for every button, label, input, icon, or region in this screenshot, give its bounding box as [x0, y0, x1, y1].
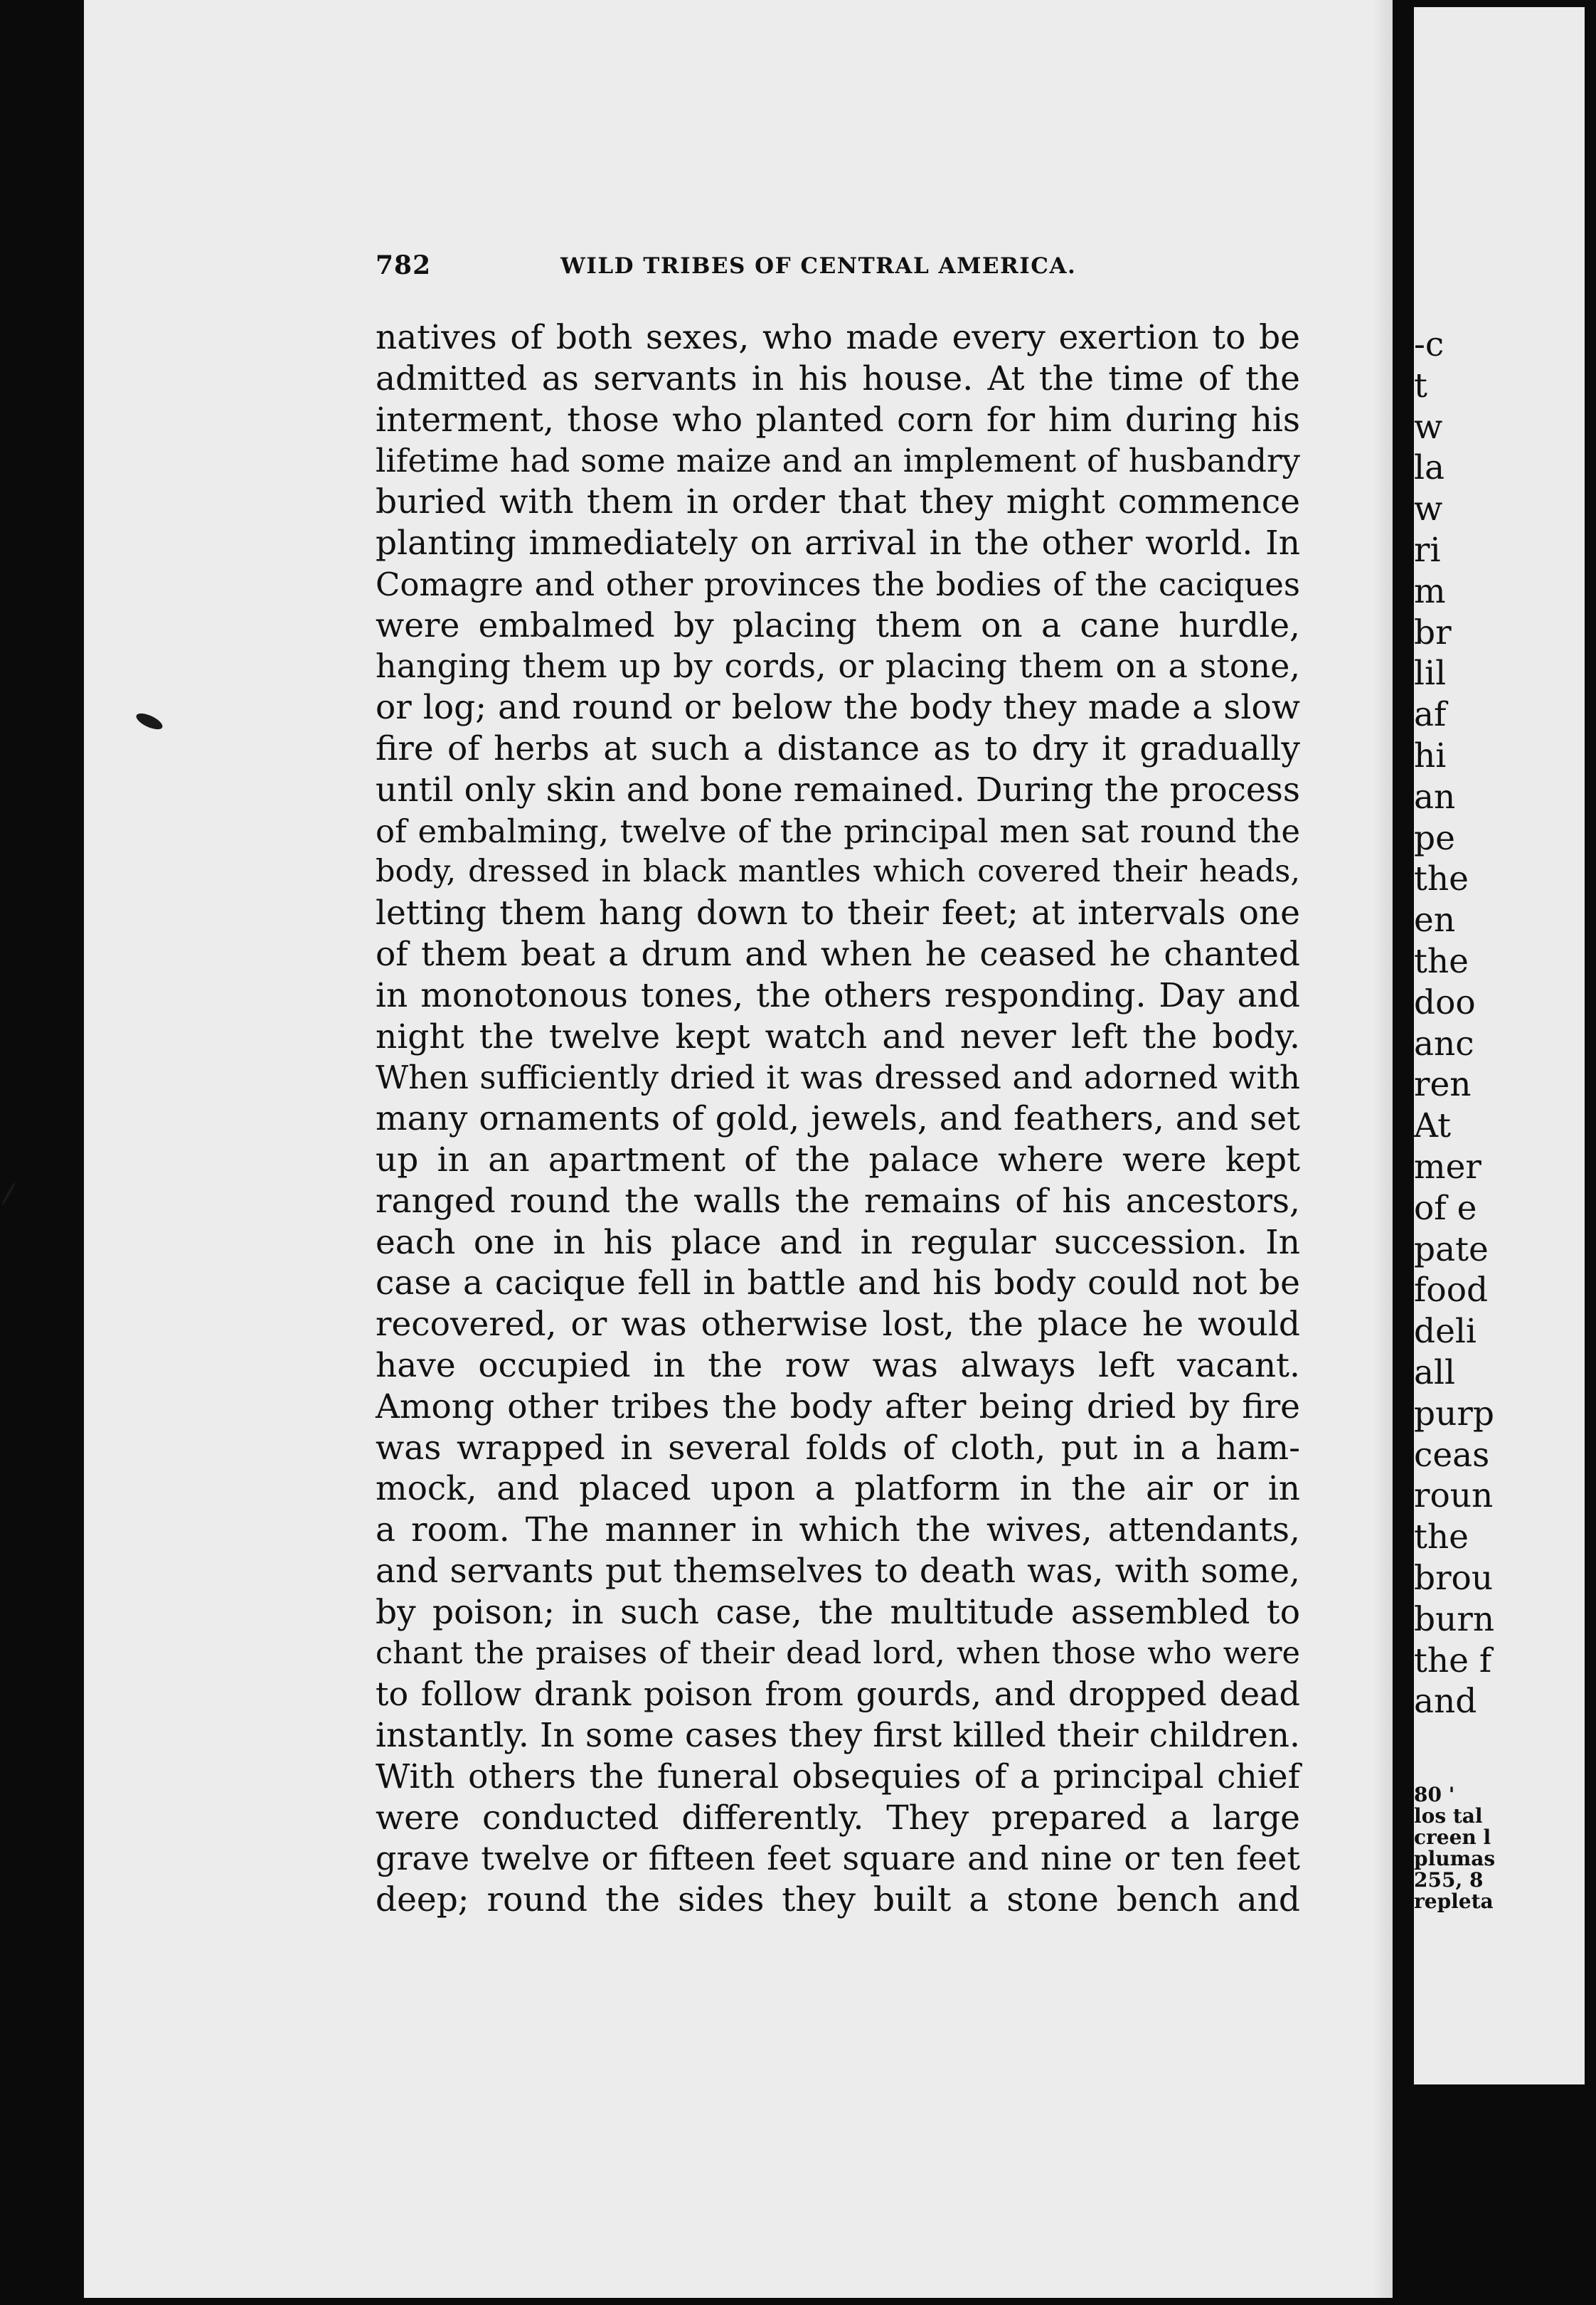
text-line: body, dressed in black mantles which covered their heads,: [376, 854, 1300, 890]
adjacent-text-fragment: of e: [1414, 1188, 1477, 1228]
adjacent-text-fragment: purp: [1414, 1394, 1494, 1434]
text-line: of them beat a drum and when he ceased he chanted: [376, 934, 1300, 974]
text-line: Comagre and other provinces the bodies of the caciques: [376, 565, 1300, 603]
text-line: by poison; in such case, the multitude assembled to: [376, 1592, 1300, 1632]
text-line: planting immediately on arrival in the other world. In: [376, 523, 1300, 563]
text-line: natives of both sexes, who made every exertion to be: [376, 318, 1300, 357]
ink-speck: [1, 1182, 16, 1205]
adjacent-text-fragment: af: [1414, 695, 1447, 735]
text-line: chant the praises of their dead lord, when those who were: [376, 1635, 1300, 1671]
text-line: instantly. In some cases they first killed their children.: [376, 1716, 1300, 1756]
adjacent-text-fragment: anc: [1414, 1024, 1474, 1064]
adjacent-text-fragment: an: [1414, 777, 1456, 817]
text-line: letting them hang down to their feet; at intervals one: [376, 894, 1300, 933]
adjacent-text-fragment: lil: [1414, 654, 1447, 694]
text-line: in monotonous tones, the others responding. Day and: [376, 975, 1300, 1015]
text-line: With others the funeral obsequies of a principal chief: [376, 1756, 1300, 1796]
adjacent-text-fragment: ceas: [1414, 1435, 1490, 1475]
adjacent-text-fragment: brou: [1414, 1558, 1494, 1598]
text-line: to follow drank poison from gourds, and dropped dead: [376, 1675, 1300, 1714]
running-head: [376, 250, 1108, 293]
text-line: fire of herbs at such a distance as to dry it gradually: [376, 728, 1300, 768]
adjacent-text-fragment: ren: [1414, 1065, 1472, 1105]
adjacent-text-fragment: hi: [1414, 736, 1447, 775]
adjacent-text-fragment: the: [1414, 941, 1469, 981]
text-line: deep; round the sides they built a stone bench and: [376, 1880, 1300, 1920]
adjacent-text-fragment: the: [1414, 859, 1469, 899]
text-line: Among other tribes the body after being dried by fire: [376, 1387, 1300, 1426]
adjacent-text-fragment: pate: [1414, 1229, 1489, 1269]
adjacent-footnote-fragment: plumas: [1414, 1848, 1496, 1870]
adjacent-text-fragment: m: [1414, 571, 1446, 611]
text-line: lifetime had some maize and an implement of husbandry: [376, 442, 1300, 480]
adjacent-text-fragment: food: [1414, 1271, 1489, 1310]
text-line: have occupied in the row was always left vacant.: [376, 1345, 1300, 1385]
text-line: When sufficiently dried it was dressed and adorned with: [376, 1059, 1300, 1097]
adjacent-text-fragment: pe: [1414, 818, 1455, 858]
text-line: up in an apartment of the palace where were kept: [376, 1140, 1300, 1180]
adjacent-text-fragment: w: [1414, 407, 1443, 447]
adjacent-text-fragment: the f: [1414, 1641, 1492, 1680]
adjacent-footnote-fragment: repleta: [1414, 1891, 1494, 1912]
adjacent-footnote-fragment: 255, 8: [1414, 1870, 1484, 1891]
adjacent-text-fragment: la: [1414, 448, 1445, 488]
text-line: night the twelve kept watch and never left the body.: [376, 1017, 1300, 1056]
adjacent-text-fragment: burn: [1414, 1599, 1495, 1639]
text-line: case a cacique fell in battle and his body could not be: [376, 1263, 1300, 1303]
text-line: each one in his place and in regular succession. In: [376, 1222, 1300, 1262]
adjacent-text-fragment: w: [1414, 489, 1443, 529]
text-line: ranged round the walls the remains of his ancestors,: [376, 1181, 1300, 1221]
text-line: was wrapped in several folds of cloth, put in a ham-: [376, 1428, 1300, 1468]
adjacent-text-fragment: and: [1414, 1682, 1477, 1722]
adjacent-footnote-fragment: los tal: [1414, 1806, 1483, 1827]
text-line: grave twelve or fifteen feet square and nine or ten feet: [376, 1839, 1300, 1878]
text-line: were embalmed by placing them on a cane hurdle,: [376, 605, 1300, 645]
adjacent-text-fragment: br: [1414, 613, 1452, 652]
text-line: buried with them in order that they might commence: [376, 482, 1300, 522]
adjacent-page-edge: [1414, 7, 1585, 2084]
adjacent-footnote-fragment: 80 ': [1414, 1784, 1455, 1806]
text-line: hanging them up by cords, or placing them on a stone,: [376, 647, 1300, 686]
running-head-title: WILD TRIBES OF CENTRAL AMERICA.: [560, 253, 1077, 279]
adjacent-text-fragment: mer: [1414, 1147, 1481, 1187]
adjacent-text-fragment: -c: [1414, 325, 1445, 364]
adjacent-text-fragment: deli: [1414, 1312, 1477, 1352]
adjacent-text-fragment: the: [1414, 1517, 1469, 1557]
text-line: were conducted differently. They prepared a large: [376, 1798, 1300, 1838]
adjacent-text-fragment: ri: [1414, 530, 1441, 570]
text-line: mock, and placed upon a platform in the air or in: [376, 1469, 1300, 1509]
text-line: many ornaments of gold, jewels, and feathers, and set: [376, 1099, 1300, 1139]
adjacent-text-fragment: all: [1414, 1352, 1456, 1392]
text-line: interment, those who planted corn for him during his: [376, 400, 1300, 440]
text-line: and servants put themselves to death was, with some,: [376, 1551, 1300, 1591]
gutter-shadow: [1371, 0, 1400, 2298]
text-line: of embalming, twelve of the principal men sat round the: [376, 812, 1300, 850]
adjacent-footnote-fragment: creen l: [1414, 1827, 1491, 1848]
text-line: recovered, or was otherwise lost, the place he would: [376, 1305, 1300, 1345]
page-number: 782: [376, 250, 432, 280]
body-text: [376, 317, 1300, 1921]
adjacent-text-fragment: t: [1414, 366, 1427, 406]
adjacent-page-text: [1414, 324, 1585, 1722]
adjacent-text-fragment: roun: [1414, 1476, 1494, 1516]
text-line: until only skin and bone remained. During the process: [376, 770, 1300, 810]
adjacent-page-footnotes: [1414, 1784, 1585, 1912]
adjacent-text-fragment: en: [1414, 901, 1456, 940]
text-line: or log; and round or below the body they made a slow: [376, 688, 1300, 728]
adjacent-text-fragment: At: [1414, 1106, 1452, 1146]
text-line: admitted as servants in his house. At the time of the: [376, 359, 1300, 398]
text-line: a room. The manner in which the wives, attendants,: [376, 1510, 1300, 1550]
adjacent-text-fragment: doo: [1414, 982, 1476, 1022]
